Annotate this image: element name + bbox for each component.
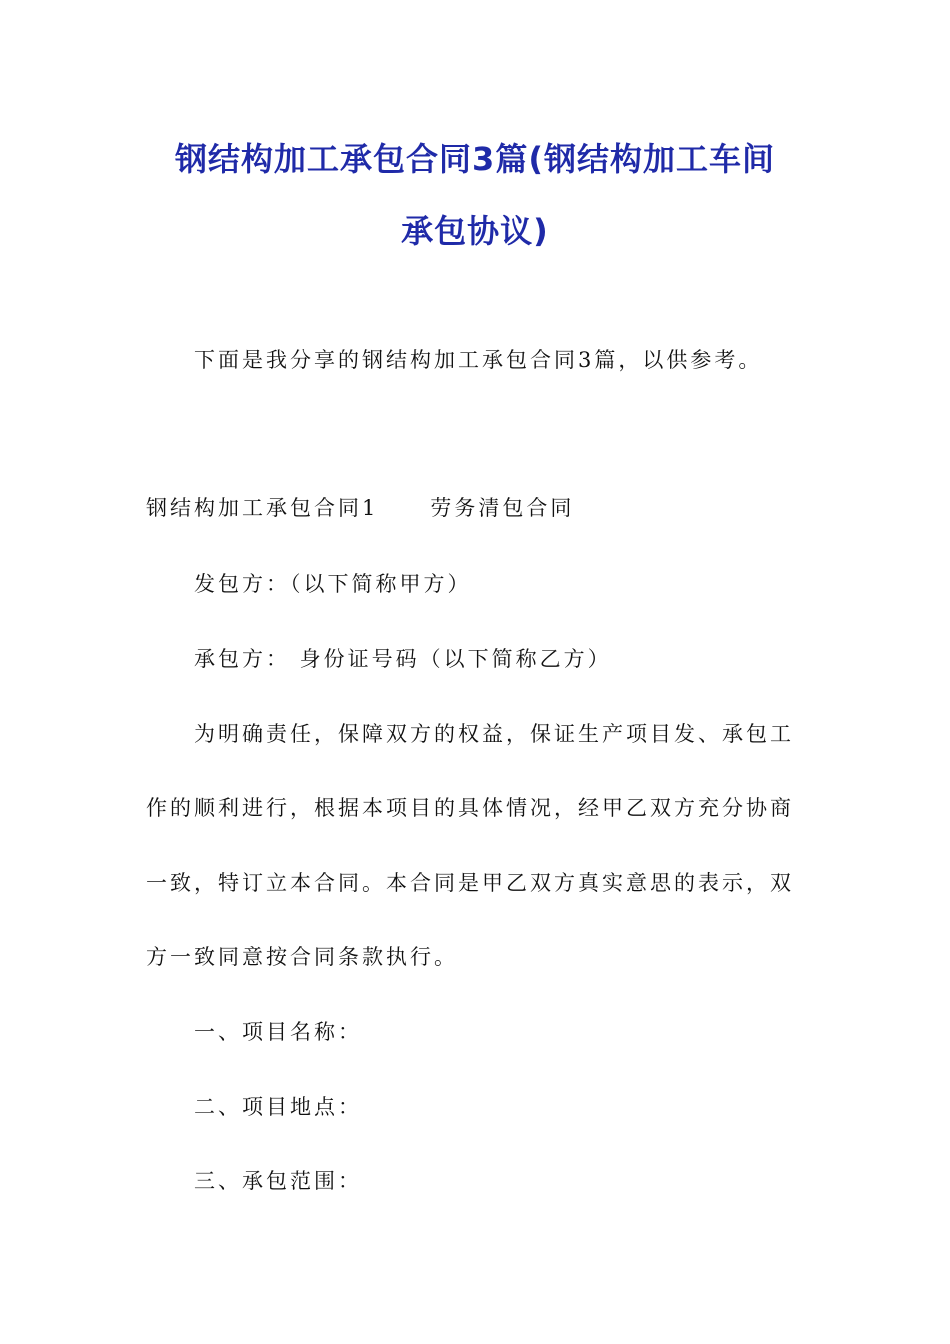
contract-subtitle: 劳务清包合同 — [430, 496, 575, 520]
party-b-line: 承包方： 身份证号码（以下简称乙方） — [194, 647, 612, 671]
section-contract-scope: 三、承包范围： — [194, 1169, 362, 1193]
paragraph-line: 一致，特订立本合同。本合同是甲乙双方真实意思的表示，双 — [146, 871, 794, 895]
section-project-location: 二、项目地点： — [194, 1095, 362, 1119]
document-title-line-2: 承包协议) — [401, 212, 549, 250]
party-a-line: 发包方：（以下简称甲方） — [194, 572, 472, 596]
intro-text: 下面是我分享的钢结构加工承包合同3篇，以供参考。 — [194, 348, 763, 372]
contract-heading-row — [146, 494, 816, 522]
section-project-name: 一、项目名称： — [194, 1020, 362, 1044]
paragraph-line: 为明确责任，保障双方的权益，保证生产项目发、承包工 — [194, 722, 794, 746]
paragraph-line: 作的顺利进行，根据本项目的具体情况，经甲乙双方充分协商 — [146, 796, 794, 820]
contract-heading: 钢结构加工承包合同1 — [146, 496, 379, 520]
paragraph-line: 方一致同意按合同条款执行。 — [146, 945, 458, 969]
document-title-line-1: 钢结构加工承包合同3篇(钢结构加工车间 — [175, 140, 775, 178]
